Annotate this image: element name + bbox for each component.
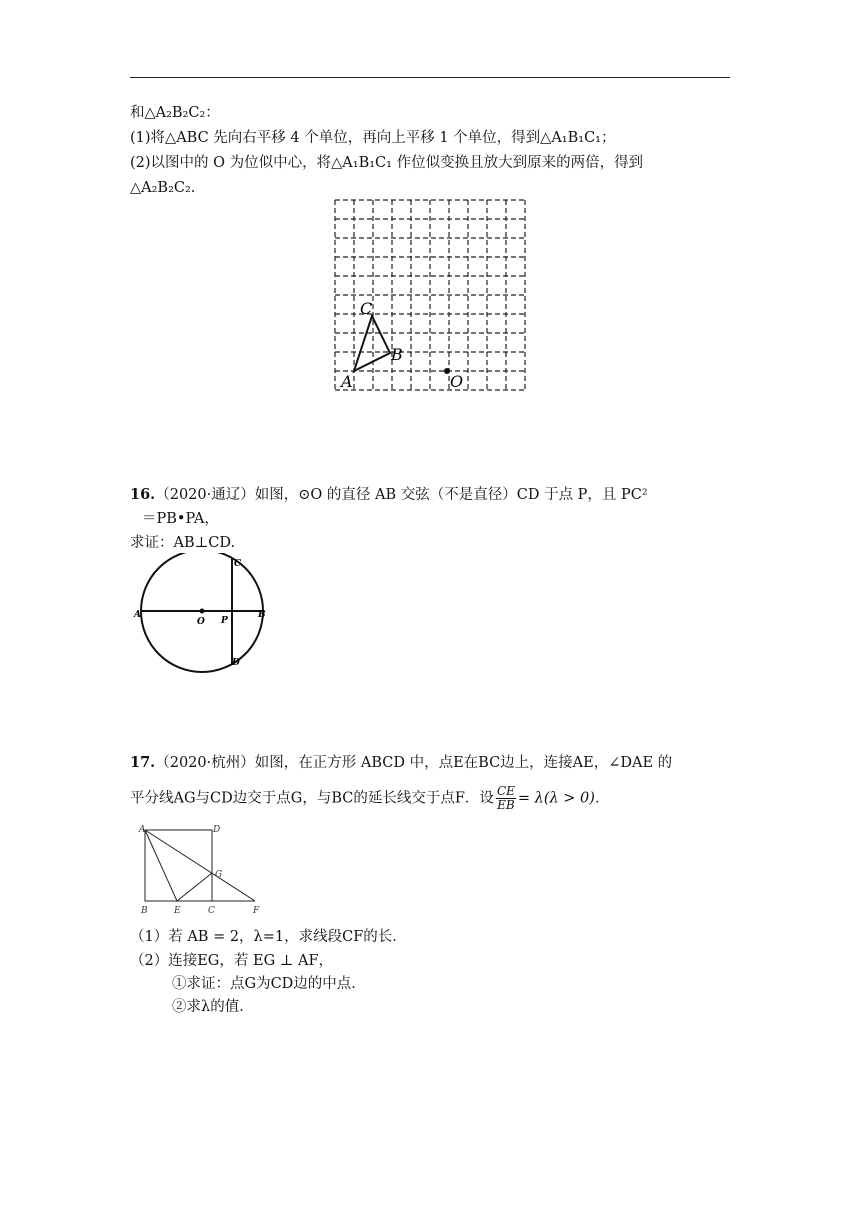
q17-text2b: = λ(λ > 0)． <box>517 790 610 807</box>
header-rule <box>130 77 730 78</box>
label-d: D <box>232 658 240 668</box>
q16-line2: ＝PB•PA， <box>142 511 219 527</box>
q17-line2 <box>130 785 609 812</box>
q15-grid-figure <box>325 190 540 400</box>
label-o: O <box>197 617 205 627</box>
q17-part2-ii: ②求λ的值． <box>172 999 254 1015</box>
q17-text2: 平分线AG与CD边交于点G，与BC的延长线交于点F．设 <box>130 790 494 807</box>
label-b: B <box>391 345 403 364</box>
q16-number: 16. <box>130 486 156 503</box>
q16-circle-figure <box>130 553 280 678</box>
label-b: B <box>141 906 148 916</box>
fraction-numerator: CE <box>496 784 515 798</box>
label-o: O <box>450 372 464 391</box>
q17-part1: （1）若 AB = 2，λ=1，求线段CF的长． <box>130 929 407 945</box>
ratio-fraction <box>496 785 516 812</box>
q17-square-figure <box>135 822 270 917</box>
label-c: C <box>208 906 215 916</box>
label-e: E <box>174 906 181 916</box>
q15-line4: △A₂B₂C₂. <box>130 180 196 196</box>
q16-text1: （2020·通辽）如图，⊙O 的直径 AB 交弦（不是直径）CD 于点 P，且 PC² <box>155 487 648 503</box>
label-b: B <box>258 610 266 620</box>
label-p: P <box>221 616 228 626</box>
segment-eg <box>177 873 212 901</box>
q16-line3: 求证：AB⊥CD. <box>130 535 236 551</box>
label-a: A <box>134 610 141 620</box>
q15-line3: (2)以图中的 O 为位似中心，将△A₁B₁C₁ 作位似变换且放大到原来的两倍，得到 <box>130 155 644 171</box>
label-a: A <box>341 372 353 391</box>
label-c: C <box>234 559 242 569</box>
label-d: D <box>213 825 221 835</box>
label-c: C <box>360 299 373 318</box>
q17-text1: （2020·杭州）如图，在正方形 ABCD 中，点E在BC边上，连接AE，∠DAE 的 <box>155 755 673 771</box>
triangle-abc <box>354 316 390 371</box>
q17-line1 <box>130 753 672 773</box>
square-abcd <box>145 830 212 901</box>
q15-line1: 和△A₂B₂C₂： <box>130 105 220 121</box>
q17-number: 17. <box>130 754 156 771</box>
label-g: G <box>215 870 223 880</box>
q16-line1 <box>130 485 648 505</box>
q17-part2: （2）连接EG，若 EG ⊥ AF， <box>130 953 334 969</box>
q15-line2: (1)将△ABC 先向右平移 4 个单位，再向上平移 1 个单位，得到△A₁B₁C₁； <box>130 130 616 146</box>
center-dot <box>200 609 205 614</box>
label-f: F <box>253 906 260 916</box>
label-a: A <box>139 825 146 835</box>
q17-part2-i: ①求证：点G为CD边的中点． <box>172 976 366 992</box>
fraction-denominator: EB <box>497 798 515 812</box>
